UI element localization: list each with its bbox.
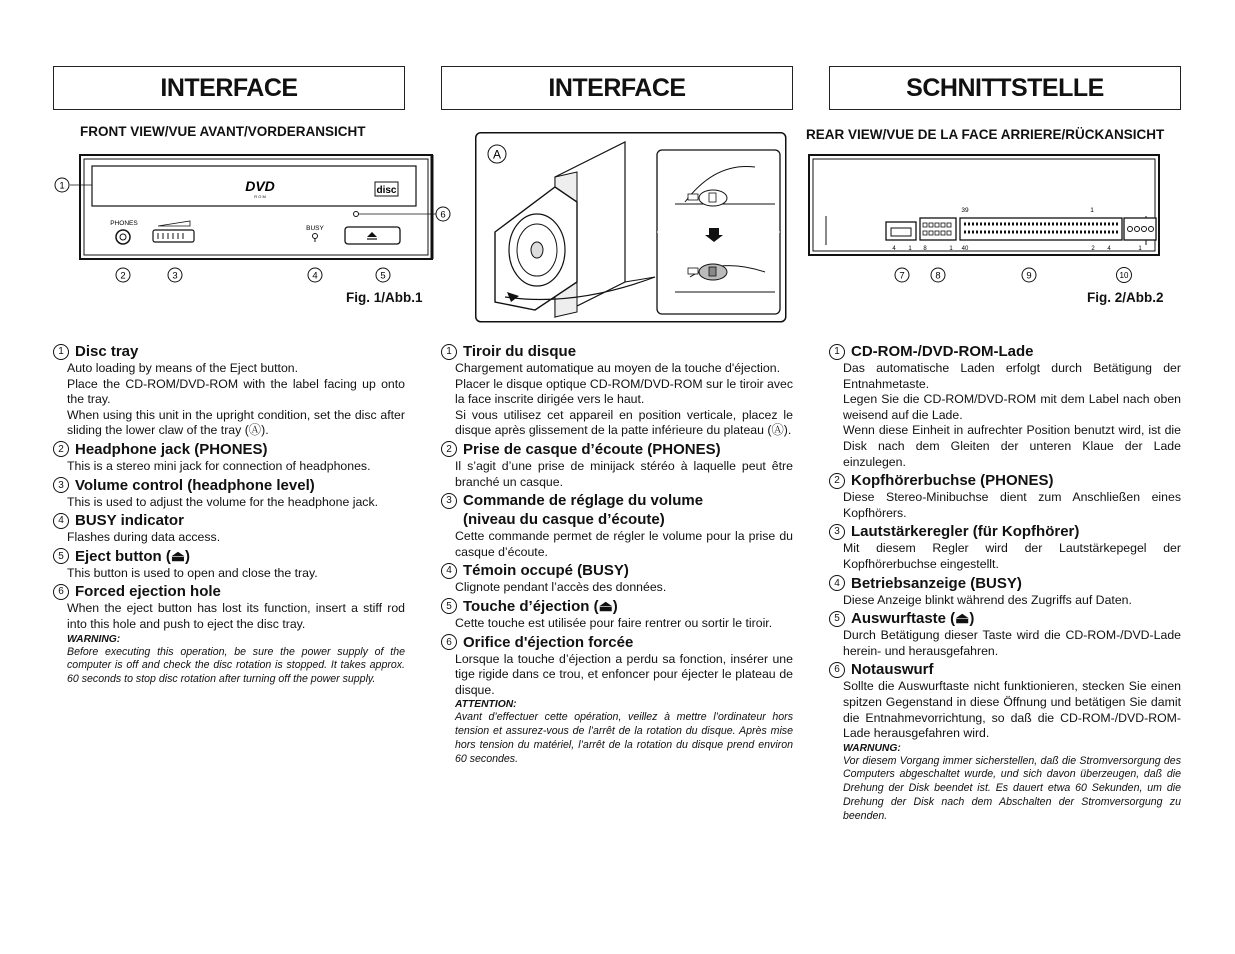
list-item bbox=[53, 582, 405, 687]
item-heading bbox=[53, 511, 405, 530]
item-title: Volume control (headphone level) bbox=[75, 476, 315, 494]
item-title-line-2: (niveau du casque d’écoute) bbox=[463, 511, 665, 529]
front-view-label: FRONT VIEW/VUE AVANT/VORDERANSICHT bbox=[80, 124, 366, 139]
item-paragraph: When the eject button has lost its function, insert a stiff rod into this hole and push to eject the disc tray. bbox=[67, 601, 405, 631]
item-paragraph: This button is used to open and close the tray. bbox=[67, 565, 318, 580]
item-title: Tiroir du disque bbox=[463, 343, 577, 360]
item-heading bbox=[441, 491, 793, 510]
warning-label: WARNUNG: bbox=[843, 742, 901, 754]
warning-text: Avant d’effectuer cette opération, veillez à mettre l’ordinateur hors tension et assurez-vous de l’arrêt de la rotation du disque. Après mise hors tension du matériel, l’arrêt de la rotation du disque prend environ 60 secondes. bbox=[455, 711, 793, 765]
item-heading bbox=[53, 440, 405, 459]
item-paragraph: Das automatische Laden erfolgt durch Betätigung der Entnahmetaste. bbox=[843, 361, 1181, 391]
section-header: SCHNITTSTELLE bbox=[829, 66, 1181, 110]
item-number: 2 bbox=[441, 441, 457, 457]
item-paragraph: This is a stereo mini jack for connection of headphones. bbox=[67, 458, 371, 473]
callout-1: 1 bbox=[59, 180, 65, 192]
callout-4: 4 bbox=[312, 270, 318, 282]
item-title: Forced ejection hole bbox=[75, 583, 221, 601]
column-german bbox=[829, 66, 1181, 110]
item-body bbox=[829, 361, 1181, 470]
item-body bbox=[829, 628, 1181, 659]
item-number: 3 bbox=[441, 493, 457, 509]
item-paragraph: Place the CD-ROM/DVD-ROM with the label facing up onto the tray. bbox=[67, 376, 405, 407]
item-body bbox=[441, 459, 793, 490]
busy-label: BUSY bbox=[306, 225, 324, 232]
item-paragraph: Clignote pendant l’accès des données. bbox=[455, 580, 667, 595]
item-heading bbox=[441, 633, 793, 652]
item-heading bbox=[441, 440, 793, 459]
item-title: Auswurftaste (⏏) bbox=[851, 610, 975, 628]
pin-label: 2 bbox=[1091, 246, 1095, 252]
list-item bbox=[829, 342, 1181, 470]
item-heading bbox=[441, 597, 793, 616]
item-paragraph: Cette commande permet de régler le volume pour la prise du casque d’écoute. bbox=[455, 529, 793, 559]
item-list-english bbox=[53, 342, 405, 687]
list-item bbox=[53, 440, 405, 475]
item-body bbox=[53, 530, 405, 546]
item-number: 3 bbox=[53, 477, 69, 493]
item-body bbox=[53, 566, 405, 582]
list-item bbox=[829, 660, 1181, 823]
item-paragraph: When using this unit in the upright condition, set the disc after sliding the lower claw of the tray (Ⓐ). bbox=[67, 407, 405, 438]
item-title: Orifice d'éjection forcée bbox=[463, 633, 634, 651]
item-body bbox=[441, 652, 793, 699]
item-body bbox=[53, 601, 405, 632]
item-body bbox=[829, 593, 1181, 609]
item-number: 6 bbox=[441, 634, 457, 650]
item-number: 2 bbox=[829, 473, 845, 489]
item-heading bbox=[829, 522, 1181, 541]
item-heading bbox=[829, 660, 1181, 679]
item-paragraph: Chargement automatique au moyen de la touche d'éjection. bbox=[455, 361, 781, 375]
callout-7: 7 bbox=[899, 270, 905, 282]
list-item bbox=[829, 574, 1181, 609]
list-item bbox=[441, 597, 793, 632]
item-heading bbox=[829, 574, 1181, 593]
list-item bbox=[829, 609, 1181, 659]
callout-9: 9 bbox=[1026, 270, 1032, 282]
item-paragraph: Si vous utilisez cet appareil en position verticale, placez le disque après glissement de la patte inférieure du plateau (Ⓐ). bbox=[455, 407, 793, 438]
item-heading bbox=[829, 609, 1181, 628]
busy-indicator bbox=[313, 234, 318, 239]
callout-10: 10 bbox=[1119, 271, 1129, 280]
callout-5: 5 bbox=[380, 270, 386, 282]
figure-1-label: Fig. 1/Abb.1 bbox=[346, 290, 423, 305]
column-french bbox=[441, 66, 793, 110]
list-item bbox=[441, 561, 793, 596]
pin-label: 1 bbox=[1138, 246, 1142, 252]
item-body bbox=[441, 361, 793, 439]
item-title: BUSY indicator bbox=[75, 512, 184, 530]
item-number: 5 bbox=[53, 548, 69, 564]
phones-label: PHONES bbox=[110, 220, 138, 227]
section-header: INTERFACE bbox=[441, 66, 793, 110]
item-paragraph: Sollte die Auswurftaste nicht funktionieren, stecken Sie einen spitzen Gegenstand in diese Öffnung und betätigen Sie damit die Entnahmevorrichtung, so daß die CD-ROM-/DVD-ROM-Lade herausgefahren wird. bbox=[843, 679, 1181, 741]
callout-8: 8 bbox=[935, 270, 941, 282]
tray-figure bbox=[475, 132, 788, 324]
item-title: Prise de casque d’écoute (PHONES) bbox=[463, 440, 721, 458]
front-panel-figure bbox=[50, 150, 445, 290]
list-item bbox=[829, 522, 1181, 572]
pin-39-label: 39 bbox=[961, 207, 969, 214]
item-title: CD-ROM-/DVD-ROM-Lade bbox=[851, 343, 1034, 360]
item-heading bbox=[829, 342, 1181, 361]
item-body bbox=[829, 490, 1181, 521]
dvd-logo-text: DVD bbox=[245, 178, 275, 194]
item-heading bbox=[441, 342, 793, 361]
item-heading bbox=[53, 342, 405, 361]
item-body bbox=[53, 459, 405, 475]
item-title: Kopfhörerbuchse (PHONES) bbox=[851, 472, 1054, 490]
column-english bbox=[53, 66, 405, 110]
item-paragraph: Durch Betätigung dieser Taste wird die CD-ROM-/DVD-Lade herein- und herausgefahren. bbox=[843, 628, 1181, 658]
pin-1-label: 1 bbox=[1090, 207, 1094, 214]
item-title: Disc tray bbox=[75, 343, 139, 360]
disc-logo: disc bbox=[376, 185, 397, 196]
item-heading bbox=[829, 471, 1181, 490]
item-number: 3 bbox=[829, 524, 845, 540]
list-item bbox=[53, 511, 405, 546]
headphone-jack[interactable] bbox=[116, 230, 130, 244]
item-number: 1 bbox=[53, 344, 69, 360]
item-title: Témoin occupé (BUSY) bbox=[463, 562, 629, 580]
item-paragraph: Placer le disque optique CD-ROM/DVD-ROM sur le tiroir avec la face inscrite dirigée vers le haut. bbox=[455, 376, 793, 407]
item-body bbox=[441, 529, 793, 560]
pin-label: 4 bbox=[1107, 246, 1111, 252]
warning-label: WARNING: bbox=[67, 633, 121, 645]
item-title: Lautstärkeregler (für Kopfhörer) bbox=[851, 523, 1080, 541]
rear-panel-figure bbox=[806, 153, 1162, 285]
item-body bbox=[53, 361, 405, 439]
pin-label: 1 bbox=[949, 246, 953, 252]
item-paragraph: Auto loading by means of the Eject button. bbox=[67, 361, 299, 375]
list-item bbox=[53, 547, 405, 582]
item-heading bbox=[53, 582, 405, 601]
list-item bbox=[441, 633, 793, 767]
list-item bbox=[53, 476, 405, 511]
list-item bbox=[441, 342, 793, 439]
item-number: 4 bbox=[53, 513, 69, 529]
pin-label: 40 bbox=[961, 246, 969, 252]
item-number: 1 bbox=[829, 344, 845, 360]
item-paragraph: Il s’agit d’une prise de minijack stéréo à laquelle peut être branché un casque. bbox=[455, 458, 793, 489]
item-body bbox=[441, 616, 793, 632]
item-paragraph: Legen Sie die CD-ROM/DVD-ROM mit dem Label nach oben weisend auf die Lade. bbox=[843, 392, 1181, 422]
item-heading bbox=[53, 547, 405, 566]
list-item bbox=[441, 440, 793, 490]
item-title: Eject button (⏏) bbox=[75, 547, 190, 565]
item-paragraph: This is used to adjust the volume for the headphone jack. bbox=[67, 494, 379, 509]
item-number: 1 bbox=[441, 344, 457, 360]
item-number: 5 bbox=[829, 611, 845, 627]
item-paragraph: Flashes during data access. bbox=[67, 530, 221, 545]
list-item bbox=[829, 471, 1181, 521]
callout-6: 6 bbox=[440, 209, 446, 221]
item-paragraph: Wenn diese Einheit in aufrechter Position benutzt wird, ist die Disk nach dem Gleiten der unteren Klaue der Lade einzulegen. bbox=[843, 423, 1181, 469]
figure-2-label: Fig. 2/Abb.2 bbox=[1087, 290, 1164, 305]
item-body bbox=[829, 679, 1181, 741]
item-paragraph: Mit diesem Regler wird der Lautstärkepegel der Kopfhörerbuchse eingestellt. bbox=[843, 541, 1181, 571]
item-title: Touche d’éjection (⏏) bbox=[463, 597, 618, 615]
jumper-block bbox=[920, 218, 956, 240]
list-item bbox=[53, 342, 405, 439]
forced-ejection-hole[interactable] bbox=[354, 212, 359, 217]
item-title: Commande de réglage du volume bbox=[463, 492, 704, 510]
item-number: 6 bbox=[53, 584, 69, 600]
item-number: 4 bbox=[829, 575, 845, 591]
item-body bbox=[53, 495, 405, 511]
callout-a: A bbox=[492, 147, 502, 162]
pin-label: 8 bbox=[923, 246, 927, 252]
item-heading bbox=[441, 561, 793, 580]
item-number: 5 bbox=[441, 598, 457, 614]
warning-label: ATTENTION: bbox=[455, 699, 517, 711]
item-title: Headphone jack (PHONES) bbox=[75, 440, 268, 458]
callouts bbox=[895, 268, 1132, 283]
item-body bbox=[441, 580, 793, 596]
item-paragraph: Cette touche est utilisée pour faire rentrer ou sortir le tiroir. bbox=[455, 615, 773, 630]
item-number: 2 bbox=[53, 441, 69, 457]
item-number: 4 bbox=[441, 563, 457, 579]
section-header: INTERFACE bbox=[53, 66, 405, 110]
warning-text: Vor diesem Vorgang immer sicherstellen, daß die Stromversorgung des Computers abgeschaltet wurde, und sich davon überzeugen, daß die Drehung der Disk beendet ist. Es dauert etwa 60 Sekunden, um die Drehung der Disk nach dem Abschalten der Stromversorgung zu beenden. bbox=[843, 754, 1181, 822]
item-number: 6 bbox=[829, 662, 845, 678]
rear-view-label: REAR VIEW/VUE DE LA FACE ARRIERE/RÜCKANSICHT bbox=[806, 127, 1165, 142]
item-heading bbox=[53, 476, 405, 495]
pin-label: 1 bbox=[908, 246, 912, 252]
item-title: Notauswurf bbox=[851, 661, 934, 679]
item-title: Betriebsanzeige (BUSY) bbox=[851, 574, 1022, 592]
item-list-french bbox=[441, 342, 793, 767]
ide-connector bbox=[960, 218, 1122, 240]
callout-2: 2 bbox=[120, 270, 126, 282]
item-paragraph: Diese Anzeige blinkt während des Zugriffs auf Daten. bbox=[843, 592, 1132, 607]
warning-text: Before executing this operation, be sure the power supply of the computer is off and check the disc rotation is stopped. It takes approx. 60 seconds to stop disc rotation after turning off the power supply. bbox=[67, 645, 405, 686]
item-paragraph: Lorsque la touche d’éjection a perdu sa fonction, insérer une tige rigide dans ce trou, et enfoncer pour éjecter le plateau de disque. bbox=[455, 651, 793, 697]
pin-label: 4 bbox=[892, 246, 896, 252]
item-list-german bbox=[829, 342, 1181, 824]
item-body bbox=[829, 541, 1181, 572]
list-item bbox=[441, 491, 793, 560]
dvd-logo-sub: R O M bbox=[254, 194, 266, 199]
callout-3: 3 bbox=[172, 270, 178, 282]
item-paragraph: Diese Stereo-Minibuchse dient zum Anschließen eines Kopfhörers. bbox=[843, 490, 1181, 520]
